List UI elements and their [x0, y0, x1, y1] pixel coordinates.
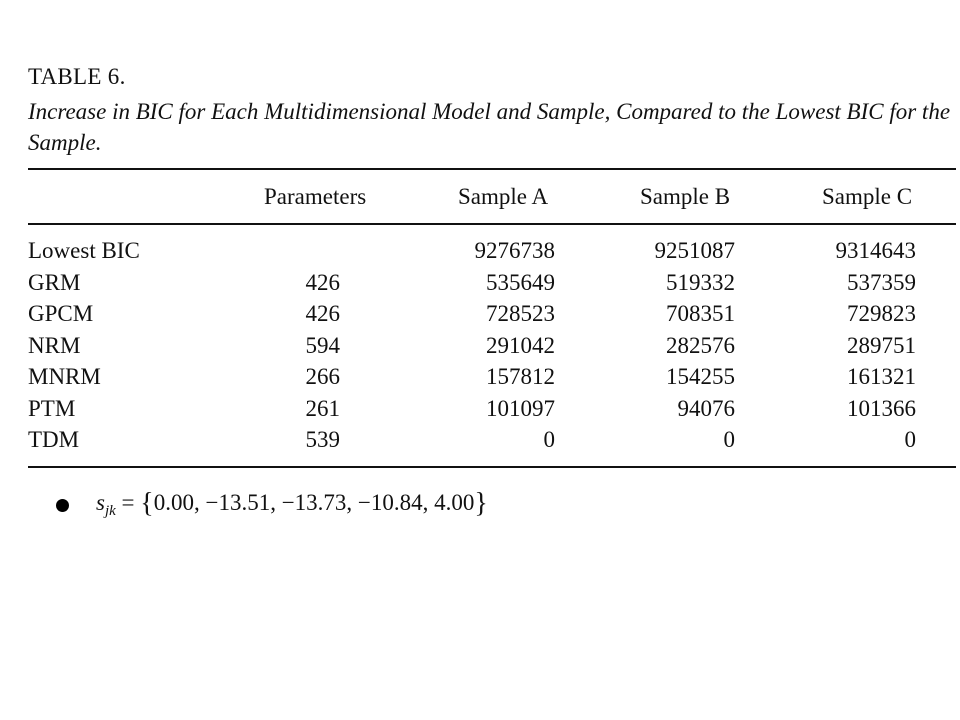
table-label: TABLE 6. — [28, 64, 126, 89]
cell-sample-a: 291042 — [486, 332, 555, 358]
cell-sample-c: 729823 — [847, 301, 916, 326]
cell-parameters: 539 — [305, 427, 340, 452]
formula-equals: = — [115, 490, 141, 515]
formula-symbol: s — [96, 490, 105, 515]
column-header-sample-c: Sample C — [822, 184, 913, 209]
table-row — [0, 396, 960, 428]
table-row — [0, 270, 960, 302]
cell-sample-b: 708351 — [666, 301, 735, 326]
cell-sample-b: 154255 — [666, 364, 735, 389]
cell-sample-a: 9276738 — [474, 238, 555, 263]
row-label: MNRM — [28, 364, 101, 389]
table-header-rule — [28, 223, 956, 225]
table-body — [0, 238, 960, 459]
cell-sample-b: 519332 — [666, 269, 735, 295]
cell-parameters: 426 — [305, 301, 340, 326]
cell-sample-b: 0 — [723, 427, 735, 452]
cell-sample-a: 728523 — [486, 301, 555, 326]
cell-parameters: 266 — [305, 364, 340, 389]
column-header-sample-b: Sample B — [640, 184, 731, 209]
table-top-rule — [28, 168, 956, 170]
table-row — [0, 427, 960, 459]
row-label: GRM — [28, 269, 81, 295]
cell-sample-c: 161321 — [847, 364, 916, 389]
cell-sample-c: 537359 — [847, 269, 916, 295]
cell-sample-b: 9251087 — [654, 238, 735, 263]
formula-subscript: jk — [104, 503, 116, 519]
cell-sample-b: 94076 — [677, 395, 735, 421]
cell-sample-b: 282576 — [666, 332, 735, 358]
column-header-sample-a: Sample A — [458, 184, 549, 209]
table-caption: Increase in BIC for Each Multidimensional Model and Sample, Compared to the Lowest BIC for the Sample. — [28, 99, 951, 155]
bullet-point-icon — [56, 499, 69, 512]
row-label: Lowest BIC — [28, 238, 140, 263]
table-row — [0, 238, 960, 270]
formula-close-brace: } — [474, 488, 488, 519]
row-label: PTM — [28, 395, 76, 421]
row-label: GPCM — [28, 301, 94, 326]
cell-sample-c: 101366 — [847, 395, 916, 421]
row-label: NRM — [28, 332, 81, 358]
formula-values: 0.00, −13.51, −13.73, −10.84, 4.00 — [153, 490, 475, 515]
table-row — [0, 301, 960, 333]
cell-sample-c: 0 — [904, 427, 916, 452]
table-bottom-rule — [28, 466, 956, 468]
column-header-parameters: Parameters — [264, 184, 367, 209]
cell-sample-c: 9314643 — [835, 238, 916, 263]
cell-sample-a: 157812 — [486, 364, 555, 389]
cell-sample-a: 101097 — [486, 395, 555, 421]
row-label: TDM — [28, 427, 80, 452]
table-row — [0, 333, 960, 365]
cell-sample-c: 289751 — [847, 332, 916, 358]
cell-parameters: 261 — [305, 395, 340, 421]
threshold-formula — [96, 486, 488, 518]
table-row — [0, 364, 960, 396]
cell-parameters: 594 — [305, 332, 340, 358]
formula-open-brace: { — [140, 488, 154, 519]
cell-sample-a: 0 — [543, 427, 555, 452]
cell-parameters: 426 — [305, 269, 340, 295]
cell-sample-a: 535649 — [486, 269, 555, 295]
